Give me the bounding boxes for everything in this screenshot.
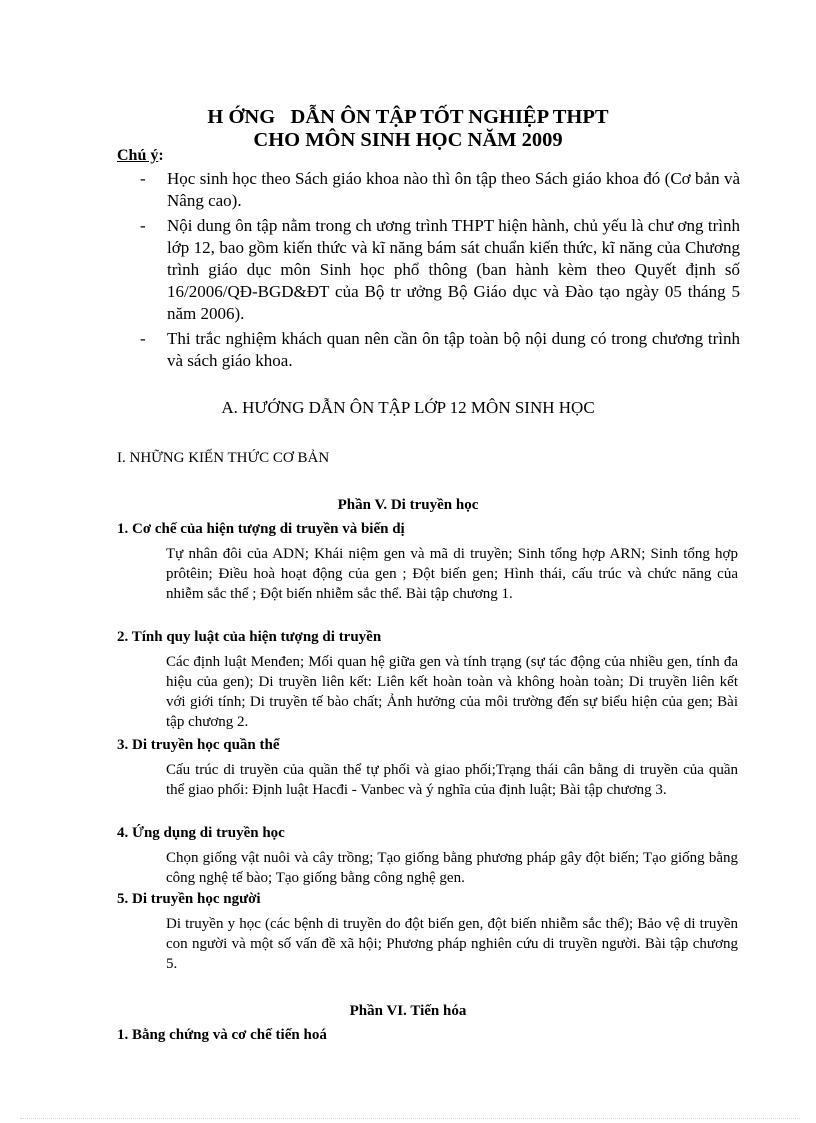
topic-heading: 1. Bằng chứng và cơ chế tiến hoá <box>117 1027 327 1043</box>
part-vi-title: Phần VI. Tiến hóa <box>349 1003 467 1019</box>
topic-text: Cấu trúc di truyền của quần thể tự phối và giao phối;Trạng thái cân bằng di truyền của quần thể giao phối: Định luật Hacđi - Vanbec và ý nghĩa của định luật; Bài tập chương 3. <box>166 762 738 798</box>
note-label-text: Chú ý <box>117 147 159 164</box>
page-bottom-divider <box>20 1118 800 1119</box>
document-title-line-2: CHO MÔN SINH HỌC NĂM 2009 <box>253 129 563 151</box>
document-title-line-1: H ỚNG DẪN ÔN TẬP TỐT NGHIỆP THPT <box>207 106 609 128</box>
topic-heading: 2. Tính quy luật của hiện tượng di truyền <box>117 629 382 645</box>
note-item-text: Thi trắc nghiệm khách quan nên cần ôn tập toàn bộ nội dung có trong chương trình và sách giáo khoa. <box>167 329 740 370</box>
note-list <box>140 168 740 375</box>
topic-heading: 5. Di truyền học người <box>117 891 261 907</box>
bullet-dash: - <box>140 169 146 188</box>
section-i-heading: I. NHỮNG KIẾN THỨC CƠ BẢN <box>117 450 330 466</box>
topic-text: Tự nhân đôi của ADN; Khái niệm gen và mã di truyền; Sinh tổng hợp ARN; Sinh tổng hợp prôtêin; Điều hoà hoạt động của gen ; Đột biến gen; Hình thái, cấu trúc và chức năng của nhiễm sắc thể ; Đột biến nhiễm sắc thể. Bài tập chương 1. <box>166 546 738 602</box>
part-v-title: Phần V. Di truyền học <box>337 497 479 513</box>
topic-heading: 4. Ứng dụng di truyền học <box>117 825 285 841</box>
note-item-text: Học sinh học theo Sách giáo khoa nào thì ôn tập theo Sách giáo khoa đó (Cơ bản và Nâng cao). <box>167 169 740 210</box>
note-label <box>117 147 164 165</box>
note-label-colon: : <box>158 147 164 164</box>
note-item <box>140 328 740 372</box>
note-item <box>140 168 740 212</box>
section-a-heading: A. HƯỚNG DẪN ÔN TẬP LỚP 12 MÔN SINH HỌC <box>221 398 595 417</box>
topic-text: Các định luật Menđen; Mối quan hệ giữa gen và tính trạng (sự tác động của nhiều gen, tính đa hiệu của gen); Di truyền liên kết: Liên kết hoàn toàn và không hoàn toàn; Di truyền liên kết với giới tính; Di truyền tế bào chất; Ảnh hưởng của môi trường đến sự biểu hiện của gen; Bài tập chương 2. <box>166 654 738 730</box>
bullet-dash: - <box>140 329 146 348</box>
note-item-text: Nội dung ôn tập nằm trong ch ương trình THPT hiện hành, chủ yếu là chư ơng trình lớp 12, bao gồm kiến thức và kĩ năng bám sát chuẩn kiến thức, kĩ năng của Chương trình giáo dục môn Sinh học phổ thông (ban hành kèm theo Quyết định số 16/2006/QĐ-BGD&ĐT của Bộ tr ưởng Bộ Giáo dục và Đào tạo ngày 05 tháng 5 năm 2006). <box>167 216 740 323</box>
topic-text: Di truyền y học (các bệnh di truyền do đột biến gen, đột biến nhiễm sắc thể); Bảo vệ di truyền con người và một số vấn đề xã hội; Phương pháp nghiên cứu di truyền người. Bài tập chương 5. <box>166 916 738 972</box>
note-item <box>140 215 740 325</box>
topic-heading: 1. Cơ chế của hiện tượng di truyền và biến dị <box>117 521 405 537</box>
topic-heading: 3. Di truyền học quần thể <box>117 737 280 753</box>
topic-text: Chọn giống vật nuôi và cây trồng; Tạo giống bằng phương pháp gây đột biến; Tạo giống bằng công nghệ tế bào; Tạo giống bằng công nghệ gen. <box>166 850 738 886</box>
bullet-dash: - <box>140 216 146 235</box>
